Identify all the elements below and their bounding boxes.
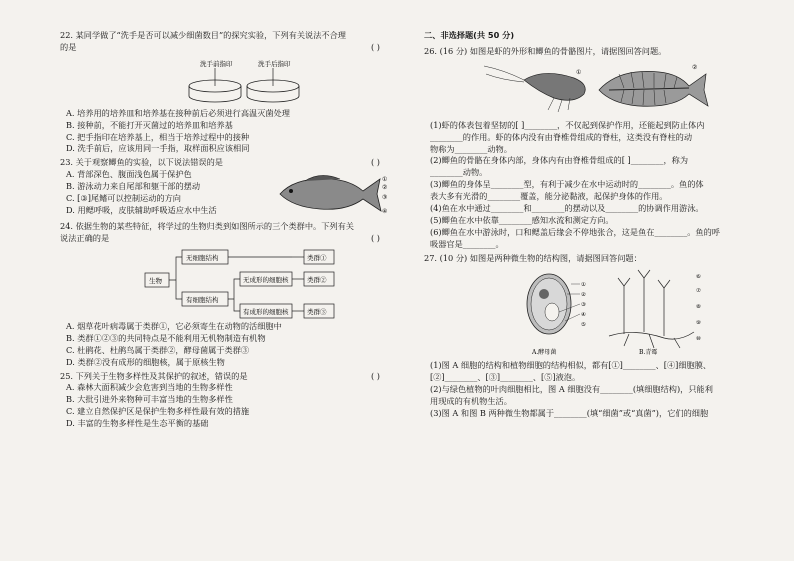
yeast-label-1: ① [581,282,586,289]
fish-label-2: ② [382,184,388,192]
group-1-label: 类群① [307,254,327,263]
mold-label-7: ⑦ [696,288,701,295]
mold-label-6: ⑥ [696,274,701,281]
q23-option-a: A. 背部深色、腹面浅色属于保护色 [66,169,192,180]
q25-answer-bracket: ( ) [371,370,380,381]
q24-option-b: B. 类群①②③的共同特点是不能利用无机物制造有机物 [66,332,266,343]
q26-item-2a: (2)鲫鱼的骨骼在身体内部，身体内有由脊椎骨组成的[ ]________，称为 [430,155,689,166]
fish-label-1: ① [382,176,388,184]
q23-answer-bracket: ( ) [371,157,380,168]
q23-option-c: C. [③]尾鳍可以控制运动的方向 [66,193,181,204]
shrimp-fish-skeleton-figure [424,60,769,118]
question-22 [60,30,390,155]
fish-skeleton-label-2: ② [692,63,698,71]
q26-item-5: (5)鲫鱼在水中依靠________感知水流和测定方向。 [430,214,614,225]
petri-dish-figure [60,56,390,106]
fish-skeleton-illustration [599,71,708,106]
q27-item-1a: (1)图 A 细胞的结构和植物细胞的结构相似，都有[①]________、[④]细胞膜、 [430,360,712,371]
q23-stem: 23. 关于观察鲫鱼的实验，以下说法错误的是 [60,157,223,168]
fish-body [280,179,381,211]
mold-label-8: ⑧ [696,304,701,311]
q25-option-a: A. 森林大面积减少会危害到当地的生物多样性 [66,382,233,393]
q27-item-3: (3)图 A 和图 B 两种微生物都属于________(填“细菌”或“真菌”)，它们的细胞 [430,408,709,419]
q27-stem: 27. (10 分) 如图是两种微生物的结构图，请据图回答问题： [424,252,642,263]
shrimp-label-1: ① [576,68,582,76]
node-with-cell-label: 有细胞结构 [186,296,219,305]
question-26 [424,46,769,251]
fig-a-caption: A.酵母菌 [532,349,557,357]
node-no-cell-label: 无细胞结构 [186,254,219,263]
q22-option-d: D. 洗手前后，应该用同一手指，取样面积应该相同 [66,143,250,154]
q27-item-2a: (2)与绿色植物的叶肉细胞相比，图 A 细胞没有________(填细胞结构)，只能利 [430,384,713,395]
q23-option-b: B. 游泳动力来自尾部和躯干部的摆动 [66,181,201,192]
mold-label-10: ⑩ [696,336,701,343]
q26-item-1b: ________的作用。虾的体内没有由脊椎骨组成的脊柱，这类没有脊柱的动 [430,131,693,142]
q26-item-3a: (3)鲫鱼的身体呈________型，有利于减少在水中运动时的________。鱼的体 [430,179,704,190]
yeast-label-5: ⑤ [581,322,586,329]
q27-item-1b: [②]________、[③]________、[⑤]液泡。 [430,372,581,383]
q25-option-c: C. 建立自然保护区是保护生物多样性最有效的措施 [66,406,250,417]
microbe-structure-figure [424,266,769,358]
q24-option-c: C. 杜鹃花、杜鹃鸟属于类群②，酵母菌属于类群③ [66,344,250,355]
right-column [424,30,769,422]
yeast-cell-illustration [527,274,580,334]
q26-item-3b: 表大多有光滑的________覆盖，能分泌黏液，起保护身体的作用。 [430,191,668,202]
section-title: 二、非选择题(共 50 分) [424,30,515,40]
q26-item-2b: ________动物。 [430,167,488,178]
q24-option-a: A. 烟草花叶病毒属于类群①，它必须寄生在动物的活细胞中 [66,321,282,332]
crucian-carp-figure [275,169,390,219]
q25-option-d: D. 丰富的生物多样性是生态平衡的基础 [66,418,209,429]
yeast-label-3: ③ [581,302,586,309]
left-column [60,30,390,432]
fish-eye [289,189,293,193]
group-3-label: 类群③ [307,308,327,317]
q25-option-b: B. 大批引进外来物种可丰富当地的生物多样性 [66,394,233,405]
classification-diagram [60,247,390,319]
shrimp-illustration [484,66,585,112]
yeast-label-2: ② [581,292,586,299]
q22-option-a: A. 培养用的培养皿和培养基在接种前后必须进行高温灭菌处理 [66,107,290,118]
q24-stem-line1: 24. 依据生物的某些特征，将学过的生物归类到如图所示的三个类群中。下列有关 [60,221,354,232]
q24-answer-bracket: ( ) [371,233,380,244]
q26-stem: 26. (16 分) 如图是虾的外形和鲫鱼的骨骼图片，请据图回答问题。 [424,45,667,56]
q24-option-d: D. 类群②没有成形的细胞核，属于原核生物 [66,356,225,367]
penicillium-illustration [609,270,694,348]
question-27 [424,253,769,420]
q27-item-2b: 用现成的有机物生活。 [430,396,512,407]
fig-label-before-wash: 洗手前指印 [200,59,233,68]
q22-option-c: C. 把手指印在培养基上，相当于培养过程中的接种 [66,131,250,142]
q26-item-1a: (1)虾的体表包着坚韧的[ ]________，不仅起到保护作用，还能起到防止体内 [430,119,705,130]
q22-stem-line1: 22. 某同学做了“洗手是否可以减少细菌数目”的探究实验，下列有关说法不合理 [60,30,346,40]
group-2-label: 类群② [307,276,327,285]
question-23 [60,157,390,219]
q26-item-6a: (6)鲫鱼在水中游泳时，口和鳃盖后缘会不停地张合，这是鱼在________。鱼的呼 [430,226,720,237]
node-nucleus-label: 有成形的细胞核 [243,308,289,317]
question-25 [60,371,390,430]
mold-label-9: ⑨ [696,320,701,327]
q25-stem: 25. 下列关于生物多样性及其保护的叙述，错误的是 [60,370,248,381]
fig-b-caption: B.青霉 [639,349,658,357]
q23-option-d: D. 用鳃呼吸，皮肤辅助呼吸适应水中生活 [66,204,217,215]
q22-answer-bracket: ( ) [371,41,380,52]
q22-stem-line2: 的是 [60,41,77,52]
q26-item-1c: 物称为________动物。 [430,143,512,154]
question-24 [60,221,390,368]
q24-stem-line2: 说法正确的是 [60,233,110,244]
fish-label-4: ④ [382,208,388,216]
q22-option-b: B. 接种前，不能打开灭菌过的培养皿和培养基 [66,119,233,130]
node-no-nucleus-label: 无成形的细胞核 [243,276,289,285]
fig-label-after-wash: 洗手后指印 [258,59,291,68]
yeast-label-4: ④ [581,312,586,319]
q26-item-4: (4)鱼在水中通过________和________的摆动以及________的协调作用游泳。 [430,203,704,214]
fish-label-3: ③ [382,194,388,202]
node-root-label: 生物 [149,277,162,286]
q26-item-6b: 吸器官是________。 [430,238,504,249]
